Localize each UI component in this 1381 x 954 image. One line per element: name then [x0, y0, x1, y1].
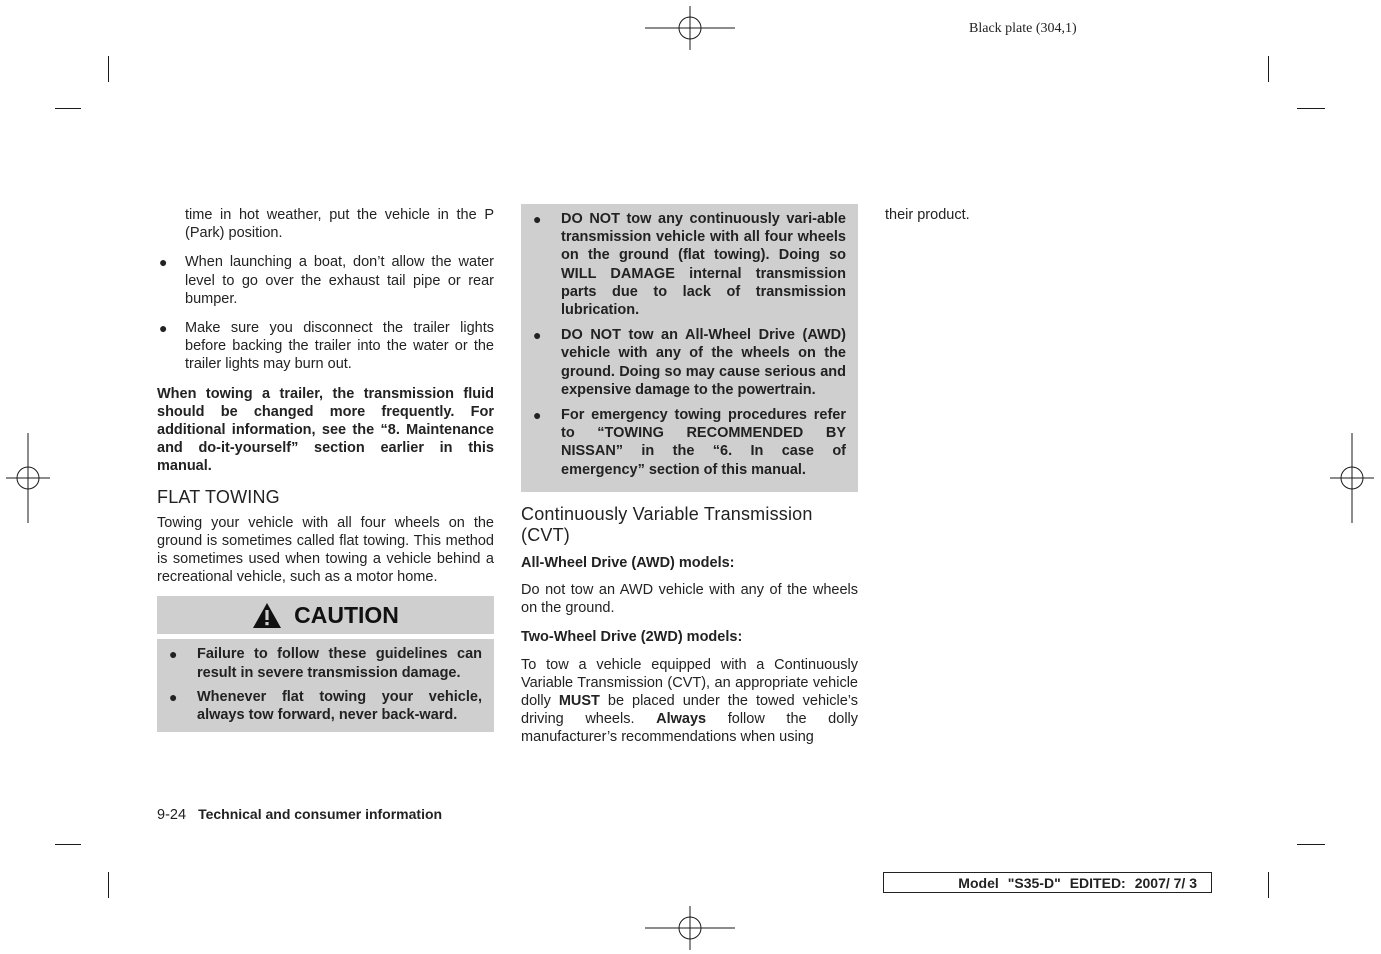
section-heading: FLAT TOWING [157, 486, 280, 507]
flat-towing-paragraph: Towing your vehicle with all four wheels on the ground is sometimes called flat towing. This method is sometimes used when towing a vehicle behind a recreational vehicle, such as a motor home. [157, 514, 494, 586]
list-item: ● Make sure you disconnect the trailer lights before backing the trailer into the water or the trailer lights may burn out. [159, 320, 494, 373]
column-left [157, 206, 494, 732]
bullet-icon: ● [159, 254, 168, 271]
bullet-icon: ● [169, 688, 178, 705]
model-edit-box: Model "S35-D" EDITED: 2007/ 7/ 3 [883, 872, 1212, 893]
caution-title: CAUTION [294, 602, 399, 629]
registration-mark-top-icon [645, 6, 735, 50]
registration-mark-bottom-icon [645, 906, 735, 950]
registration-mark-left-icon [6, 433, 50, 523]
awd-heading: All-Wheel Drive (AWD) models: [521, 554, 735, 571]
bullet-icon: ● [533, 211, 542, 227]
list-item: ● For emergency towing procedures refer to “TOWING RECOMMENDED BY NISSAN” in the “6. In case of emergency” section of this manual. [533, 407, 846, 478]
plate-label: Black plate (304,1) [969, 21, 1077, 36]
section-title: Technical and consumer information [198, 806, 443, 822]
column-middle [521, 204, 858, 747]
column-right [885, 206, 1222, 224]
bullet-icon: ● [533, 327, 542, 344]
caution-box [157, 639, 494, 732]
list-item: ● DO NOT tow an All-Wheel Drive (AWD) vehicle with any of the wheels on the ground. Doing so may cause serious and expensive damage to the powertrain. [533, 327, 846, 398]
list-item: ● When launching a boat, don’t allow the water level to go over the exhaust tail pipe or rear bumper. [159, 254, 494, 307]
registration-mark-right-icon [1330, 433, 1374, 523]
twd-heading: Two-Wheel Drive (2WD) models: [521, 629, 743, 646]
bullet-icon: ● [159, 320, 168, 337]
cvt-heading: Continuously Variable Transmission (CVT) [521, 503, 813, 545]
bullet-icon: ● [533, 407, 542, 424]
continued-text: time in hot weather, put the vehicle in the P (Park) position. [185, 207, 494, 242]
awd-text: Do not tow an AWD vehicle with any of the wheels on the ground. [521, 582, 858, 617]
twd-text: To tow a vehicle equipped with a Continuously Variable Transmission (CVT), an appropriate vehicle dolly MUST be placed under the towed vehicle’s driving wheels. Always follow the dolly manufacturer’s recommendations when using [521, 656, 859, 746]
list-item: ● Failure to follow these guidelines can result in severe transmission damage. [169, 646, 482, 681]
page-footer [157, 806, 442, 823]
bullet-icon: ● [169, 646, 178, 663]
warning-triangle-icon [252, 602, 282, 629]
caution-header [157, 596, 494, 634]
list-item: ● DO NOT tow any continuously vari-able transmission vehicle with all four wheels on the ground (flat towing). Doing so WILL DAMAGE internal transmission parts due to lack of transmission lubrication. [533, 211, 846, 319]
page-number: 9-24 [157, 807, 187, 823]
warning-box [521, 204, 858, 492]
list-item: ● Whenever flat towing your vehicle, always tow forward, never back-ward. [169, 688, 482, 724]
continued-text: their product. [885, 207, 970, 223]
transmission-fluid-note: When towing a trailer, the transmission fluid should be changed more frequently. For additional information, see the “8. Maintenance and do-it-yourself” section earlier in this manual. [157, 385, 494, 475]
